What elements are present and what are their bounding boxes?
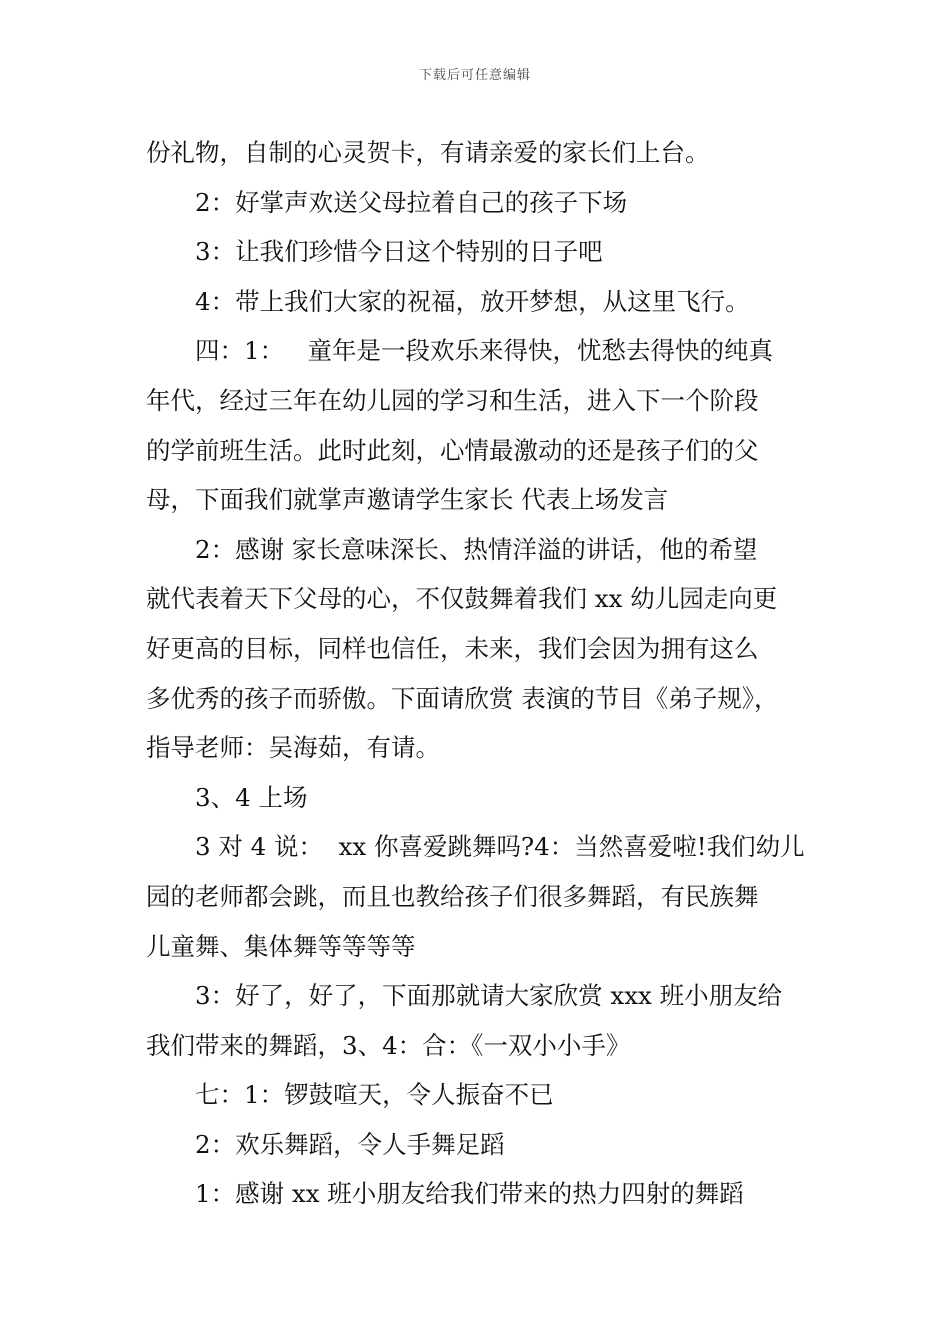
text-line: 2：欢乐舞蹈，令人手舞足蹈 (195, 1129, 505, 1159)
text-line: 4：带上我们大家的祝福，放开梦想，从这里飞行。 (195, 286, 750, 316)
text-line: 四：1： 童年是一段欢乐来得快，忧愁去得快的纯真 (195, 336, 773, 366)
text-line: 儿童舞、集体舞等等等等 (146, 931, 416, 961)
text-line: 年代，经过三年在幼儿园的学习和生活，进入下一个阶段 (146, 385, 759, 415)
document-body (146, 128, 836, 1219)
text-line: 份礼物，自制的心灵贺卡，有请亲爱的家长们上台。 (146, 138, 710, 167)
text-line: 2：感谢 家长意味深长、热情洋溢的讲话，他的希望 (195, 534, 758, 564)
page-header-note: 下载后可任意编辑 (418, 68, 531, 83)
text-line: 母，下面我们就掌声邀请学生家长 代表上场发言 (146, 485, 669, 515)
text-line: 就代表着天下父母的心，不仅鼓舞着我们 xx 幼儿园走向更 (146, 584, 778, 614)
text-line: 指导老师：吴海茹，有请。 (146, 733, 440, 763)
text-line: 多优秀的孩子而骄傲。下面请欣赏 表演的节目《弟子规》， (146, 683, 779, 713)
text-line: 好更高的目标，同样也信任，未来，我们会因为拥有这么 (146, 633, 759, 663)
text-line: 七：1：锣鼓喧天，令人振奋不已 (195, 1080, 554, 1110)
text-line: 的学前班生活。此时此刻，心情最激动的还是孩子们的父 (146, 435, 759, 465)
text-line: 园的老师都会跳，而且也教给孩子们很多舞蹈，有民族舞 (146, 881, 759, 911)
text-line: 3、4 上场 (195, 782, 308, 812)
text-line: 3 对 4 说： xx 你喜爱跳舞吗?4：当然喜爱啦!我们幼儿 (195, 832, 805, 862)
text-line: 2：好掌声欢送父母拉着自己的孩子下场 (195, 187, 628, 217)
text-line: 1：感谢 xx 班小朋友给我们带来的热力四射的舞蹈 (195, 1179, 744, 1209)
text-line: 3：让我们珍惜今日这个特别的日子吧 (195, 237, 603, 267)
text-line: 我们带来的舞蹈，3、4：合：《一双小小手》 (146, 1030, 631, 1060)
text-line: 3：好了，好了，下面那就请大家欣赏 xxx 班小朋友给 (195, 981, 783, 1011)
